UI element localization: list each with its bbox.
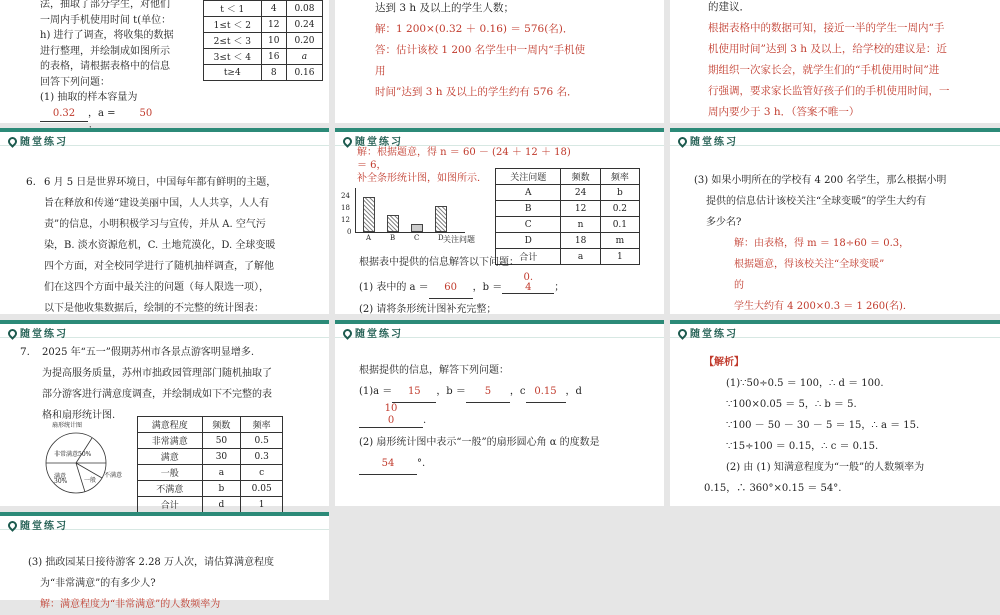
section-header: 随堂练习 xyxy=(0,512,329,530)
table-row: t ＜ 1 4 0.08 xyxy=(204,1,323,17)
table-row: t≥4 8 0.16 xyxy=(204,65,323,81)
bar-D xyxy=(435,206,447,232)
slide-panel-8[interactable]: 随堂练习 根据提供的信息，解答下列问题： (1)a ＝ 15 ，b ＝ 5 ，c 0.15 ，d 10 0 . (2) 扇形统计图中表示“一般”的扇形圆心角 α 的度数是 54 °. xyxy=(335,320,664,506)
leaf-icon xyxy=(6,519,19,532)
table-row: D 18 m xyxy=(496,233,640,249)
bar-C xyxy=(411,224,423,232)
table-row: B 12 0.2 xyxy=(496,201,640,217)
slide-panel-10[interactable]: 随堂练习 (3) 拙政园某日接待游客 2.28 万人次，请估算满意程度 为“非常满意”的有多少人? 解：满意程度为“非常满意”的人数频率为 xyxy=(0,512,329,600)
table-row: 合计 d 1 xyxy=(138,497,283,513)
table-row: 一般 a c xyxy=(138,465,283,481)
table-row: 非常满意 50 0.5 xyxy=(138,433,283,449)
table-row: A 24 b xyxy=(496,185,640,201)
question-text: 法，抽取了部分学生，对他们 一周内手机使用时间 t(单位： h) 进行了调查，将收集的数据 进行整理，并绘制成如图所示 的表格，请根据表格中的信息 回答下列问题： (1) 抽取的样本容量为 0.32 ，a = 50 xyxy=(40,0,200,138)
section-header: 随堂练习 xyxy=(0,320,329,338)
survey-table: 关注问题 频数 频率 A 24 b B 12 0.2 C n 0.1 D 18 m 合计 a 1 xyxy=(495,168,640,265)
table-row: 满意 30 0.3 xyxy=(138,449,283,465)
slide-panel-9[interactable]: 随堂练习 【解析】 (1)∵50÷0.5 ＝ 100，∴ d ＝ 100. ∵100×0.05 ＝ 5，∴ b ＝ 5. ∵100 － 50 － 30 － 5 ＝ 15，∴ a ＝ 15. ∵15÷100 ＝ 0.15，∴ c ＝ 0.15. (2) 由 (1) 知满意程度为“一般”的人数频率为 0.15，∴ 360°×0.15 ＝ 54°. xyxy=(670,320,1000,506)
slide-panel-2[interactable]: 达到 3 h 及以上的学生人数； 解：1 200×(0.32 ＋ 0.16) ＝ 576(名)． 答：估计该校 1 200 名学生中一周内“手机使 用 时间”达到 3 h 及以上的学生约有 576 名． xyxy=(335,0,664,123)
answer-a: 50 xyxy=(139,107,153,119)
slide-panel-6[interactable]: 随堂练习 (3) 如果小明所在的学校有 4 200 名学生，那么根据小明 提供的信息估计该校关注“全球变暖”的学生大约有 多少名? 解：由表格，得 m ＝ 18÷60 ＝ 0.3， 根据题意，得该校关注“全球变暖” 的 学生大约有 4 200×0.3 ＝ 1 260(名)． xyxy=(670,128,1000,314)
section-header: 随堂练习 xyxy=(670,320,1000,338)
leaf-icon xyxy=(341,135,354,148)
frequency-table xyxy=(203,0,323,81)
bar-B xyxy=(387,215,399,232)
slide-panel-4[interactable]: 随堂练习 6. 6 月 5 日是世界环境日，中国每年都有鲜明的主题， 旨在释放和传递“建设美丽中国，人人共享，人人有 责”的信息，小明积极学习与宣传，并从 A. 空气污 染，B. 淡水资源危机，C. 土地荒漠化，D. 全球变暖 四个方面，对全校同学进行了随机抽样调查，了解他 们在这四个方面中最关注的问题（每人限选一项）， 以下是他收集数据后，绘制的不完整的统计图表： xyxy=(0,128,329,314)
section-header: 随堂练习 xyxy=(335,128,664,146)
table-row: 3≤t ＜ 4 16 a xyxy=(204,49,323,65)
bar-A xyxy=(363,197,375,232)
table-row: 2≤t ＜ 3 10 0.20 xyxy=(204,33,323,49)
leaf-icon xyxy=(676,135,689,148)
answer-sample: 0.32 xyxy=(40,106,88,123)
slide-panel-7[interactable]: 随堂练习 7. 2025 年“五一”假期苏州市各景点游客明显增多. 为提高服务质量，苏州市拙政园管理部门随机抽取了 部分游客进行满意度调查，并绘制成如下不完整的表 格和扇形统计图. 扇形统计图 非常满意50% 满意 30% 一般 不满意 满意程度 频数 频率 非常满意 50 0.5 满意 30 0.3 一般 a c 不满意 b 0.05 合计 d 1 xyxy=(0,320,329,506)
pie-chart: 扇形统计图 非常满意50% 满意 30% 一般 不满意 xyxy=(38,420,134,500)
solution-text: 解：1 200×(0.32 ＋ 0.16) ＝ 576(名)． xyxy=(375,23,574,35)
leaf-icon xyxy=(676,327,689,340)
leaf-icon xyxy=(6,327,19,340)
table-row: 1≤t ＜ 2 12 0.24 xyxy=(204,17,323,33)
slide-panel-1[interactable] xyxy=(0,0,329,123)
section-header: 随堂练习 xyxy=(0,128,329,146)
table-row: C n 0.1 xyxy=(496,217,640,233)
table-row: 合计 a 1 xyxy=(496,249,640,265)
table-row: 不满意 b 0.05 xyxy=(138,481,283,497)
section-header: 随堂练习 xyxy=(670,128,1000,146)
slide-panel-5[interactable]: 随堂练习 解：根据题意，得 n ＝ 60 － (24 ＋ 12 ＋ 18) ＝ 6， 补全条形统计图，如图所示． 24 18 12 0 A B C D 关注问题 关注问题 频数 频率 A 24 b B 12 0.2 C n 0.1 D 18 m 合计 a 1 根据表中提供的信息解答以下问题： (1) 表中的 a ＝ 60 ，b ＝0. 4 ； (2) 请将条形统计图补充完整； xyxy=(335,128,664,314)
satisfaction-table: 满意程度 频数 频率 非常满意 50 0.5 满意 30 0.3 一般 a c 不满意 b 0.05 合计 d 1 xyxy=(137,416,283,513)
slide-panel-3[interactable]: 的建议． 根据表格中的数据可知，接近一半的学生一周内“手 机使用时间”达到 3 h 及以上，给学校的建议是：近 期组织一次家长会，就学生们的“手机使用时间”进 行强调，要求家长监管好孩子们的手机使用时间，一 周内要少于 3 h．（答案不唯一） xyxy=(670,0,1000,123)
leaf-icon xyxy=(341,327,354,340)
question-number: 6. xyxy=(26,176,37,188)
leaf-icon xyxy=(6,135,19,148)
section-header: 随堂练习 xyxy=(335,320,664,338)
bar-chart: 24 18 12 0 A B C D 关注问题 xyxy=(339,188,489,248)
